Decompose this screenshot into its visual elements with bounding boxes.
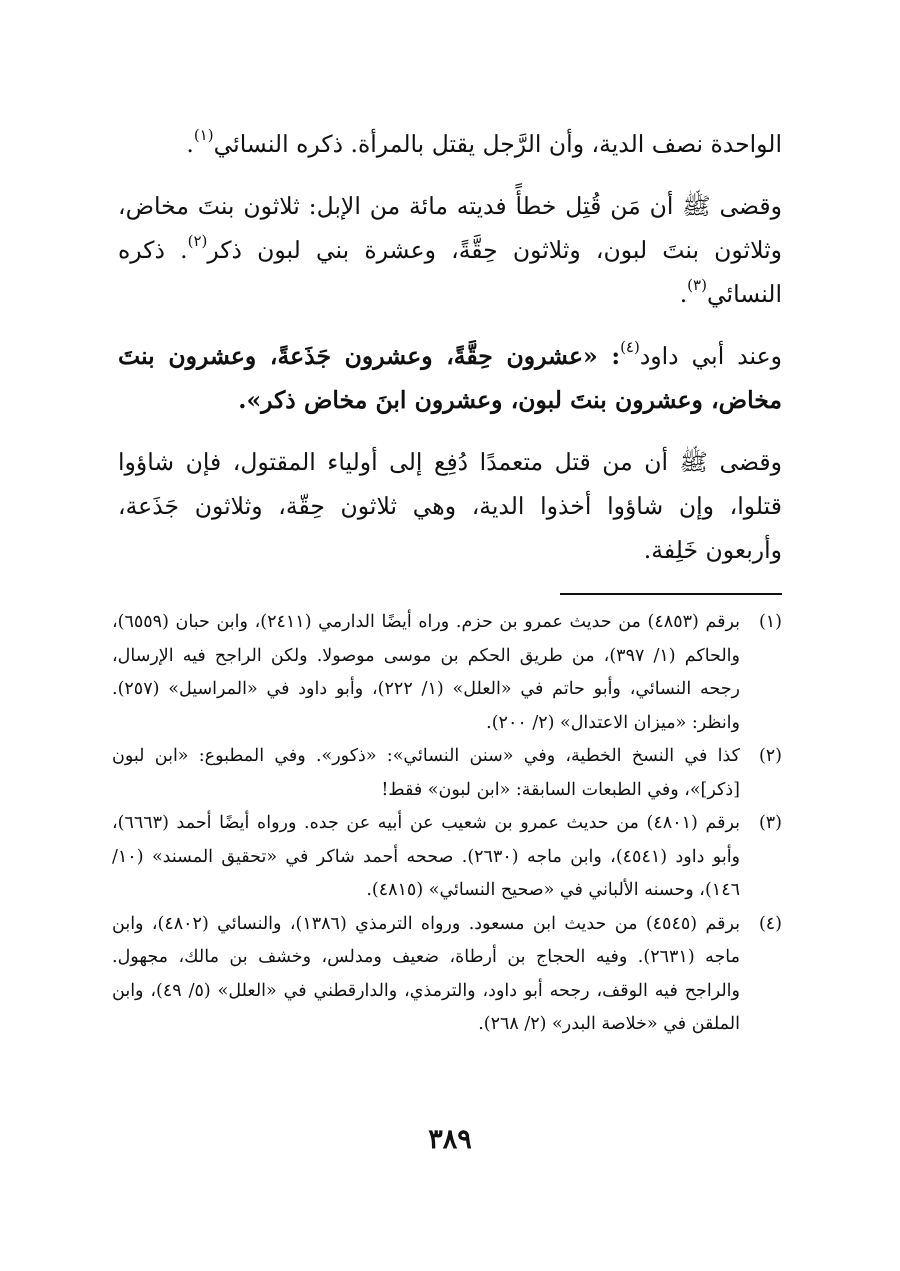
footnote-text: برقم (٤٨٠١) من حديث عمرو بن شعيب عن أبيه عن جده. ورواه أيضًا أحمد (٦٦٦٣)، وأبو داود (٤٥٤١)، وابن ماجه (٢٦٣٠). صححه أحمد شاكر في «تحقيق المسند» (١٠/ ١٤٦)، وحسنه الألباني في «صحيح النسائي» (٤٨١٥). xyxy=(112,813,741,900)
footnote-number: (٢) xyxy=(758,746,782,766)
paragraph-4 xyxy=(118,440,782,572)
footnote-number: (١) xyxy=(758,612,782,632)
footnote-text: برقم (٤٥٤٥) من حديث ابن مسعود. ورواه الترمذي (١٣٨٦)، والنسائي (٤٨٠٢)، وابن ماجه (٢٦٣١). وفيه الحجاج بن أرطاة، ضعيف ومدلس، وخشف بن مالك، مجهول. والراجح فيه الوقف، رجحه أبو داود، والترمذي، والدارقطني في «العلل» (٥/ ٤٩)، وابن الملقن في «خلاصة البدر» (٢/ ٢٦٨). xyxy=(112,913,741,1034)
footnote-ref-1[interactable]: (١) xyxy=(193,126,214,144)
footnote-text: كذا في النسخ الخطية، وفي «سنن النسائي»: «ذكور». وفي المطبوع: «ابن لبون [ذكر]»، وفي الطبعات السابقة: «ابن لبون» فقط! xyxy=(112,746,740,800)
paragraph-1-text: الواحدة نصف الدية، وأن الرَّجل يقتل بالمرأة. ذكره النسائي xyxy=(213,130,782,158)
page-number: ٣٨٩ xyxy=(428,1124,472,1155)
footnote-3 xyxy=(112,807,782,908)
footnote-separator xyxy=(560,593,782,595)
footnote-2 xyxy=(112,740,782,807)
footnote-text: برقم (٤٨٥٣) من حديث عمرو بن حزم. وراه أيضًا الدارمي (٢٤١١)، وابن حبان (٦٥٥٩)، والحاكم (١/ ٣٩٧)، من طريق الحكم بن موسى موصولا. ولكن الراجح فيه الإرسال، رجحه النسائي، وأبو حاتم في «العلل» (١/ ٢٢٢)، وأبو داود في «المراسيل» (٢٥٧). وانظر: «ميزان الاعتدال» (٢/ ٢٠٠). xyxy=(112,612,741,733)
paragraph-3 xyxy=(118,334,782,422)
paragraph-3-text-b: : «عشرون حِقَّةً، وعشرون جَذَعةً، وعشرون بنتَ مخاض، وعشرون بنتَ لبون، وعشرون ابنَ مخاض ذكر». xyxy=(118,342,782,414)
paragraph-1-end: . xyxy=(186,130,194,158)
paragraph-2-text-b: . ذكره النسائي xyxy=(118,236,782,308)
paragraph-4-text: وقضى ﷺ أن من قتل متعمدًا دُفِع إلى أولياء المقتول، فإن شاؤوا قتلوا، وإن شاؤوا أخذوا الدية، وهي ثلاثون حِقّة، وثلاثون جَذَعة، وأربعون خَلِفة. xyxy=(118,448,782,564)
paragraph-2-end: . xyxy=(679,280,688,308)
paragraph-2 xyxy=(118,184,782,316)
paragraph-1 xyxy=(118,122,782,166)
footnote-ref-3[interactable]: (٣) xyxy=(687,276,707,294)
footnote-4 xyxy=(112,908,782,1042)
footnote-1 xyxy=(112,606,782,740)
footnote-number: (٣) xyxy=(758,813,782,833)
paragraph-3-text-a: وعند أبي داود xyxy=(639,342,782,370)
footnote-ref-2[interactable]: (٢) xyxy=(187,232,208,250)
main-text xyxy=(118,122,782,590)
footnotes xyxy=(112,606,782,1042)
footnote-ref-4[interactable]: (٤) xyxy=(620,338,640,356)
paragraph-2-text-a: وقضى ﷺ أن مَن قُتِل خطأً فديته مائة من الإبل: ثلاثون بنتَ مخاض، وثلاثون بنتَ لبون، وثلاثون حِقَّةً، وعشرة بني لبون ذكر xyxy=(118,192,782,264)
footnote-number: (٤) xyxy=(758,913,782,934)
